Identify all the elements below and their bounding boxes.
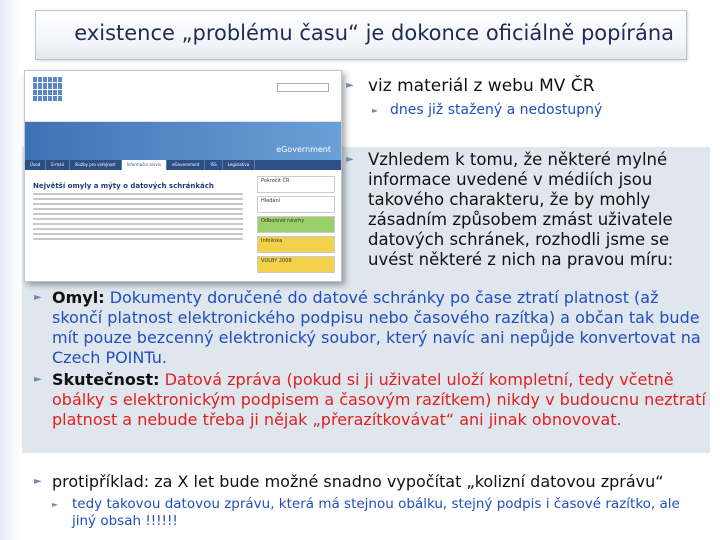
ss-text-line — [33, 203, 243, 205]
ss-side-box: VOLBY 2009 — [257, 256, 335, 273]
title-bar — [35, 10, 687, 60]
ministry-logo — [33, 77, 69, 101]
ss-sidebar — [257, 176, 335, 276]
bullet-arrow-icon: ► — [52, 500, 59, 509]
ss-nav-item: Služby pro veřejnost — [70, 160, 122, 170]
ss-search-box — [277, 83, 329, 92]
ss-nav-item-active: Informační servis — [122, 160, 167, 170]
ss-banner-text: eGovernment — [276, 145, 331, 154]
bullet-arrow-icon: ► — [372, 106, 379, 115]
ss-nav-item: E-mail — [46, 160, 70, 170]
bullet-1: viz materiál z webu MV ČR — [368, 76, 595, 96]
ss-text-line — [33, 218, 243, 220]
bullet-protipriklad: protipříklad: za X let bude možné snadno vypočítat „kolizní datovou zprávu“ — [52, 472, 664, 491]
ss-text-line — [33, 208, 243, 210]
ss-text-line — [33, 233, 243, 235]
ss-nav — [25, 160, 341, 170]
bullet-arrow-icon: ► — [34, 374, 42, 385]
ss-side-box: Pokročit ČR — [257, 176, 335, 193]
ss-side-box: Infolinka — [257, 236, 335, 253]
bullet-arrow-icon: ► — [34, 292, 42, 303]
left-gradient — [0, 0, 22, 540]
bullet-skutecnost — [52, 370, 707, 430]
bullet-2: Vzhledem k tomu, že některé mylné informace uvedené v médiích jsou takového charakteru, že by mohly zásadním způsobem zmást uživatele datových schránek, rozhodli jsme se uvést některé z nich na pravou míru: — [368, 150, 674, 269]
ss-text-line — [33, 213, 243, 215]
omyl-label: Omyl: — [52, 288, 105, 307]
ss-header — [25, 71, 341, 122]
ss-body — [25, 170, 341, 264]
ss-text-line — [33, 238, 243, 240]
bullet-arrow-icon: ► — [346, 80, 354, 91]
ss-nav-item: Legislativa — [223, 160, 255, 170]
skutecnost-label: Skutečnost: — [52, 370, 160, 389]
ss-text-line — [33, 223, 243, 225]
ss-nav-item: eGovernment — [167, 160, 205, 170]
ss-text-line — [33, 228, 243, 230]
ss-nav-item: Úvod — [25, 160, 46, 170]
omyl-text: Dokumenty doručené do datové schránky po čase ztratí platnost (až skončí platnost elektronického podpisu nebo časového razítka) a občan tak bude mít pouze bezcenný elektronický soubor, který navíc ani nepůjde konvertovat na Czech POINTu. — [52, 288, 701, 367]
skutecnost-text: Datová zpráva (pokud si ji uživatel uloží kompletní, tedy včetně obálky s elektronickým podpisem a časovým razítkem) nikdy v budoucnu neztratí platnost a nebude třeba ji nějak „přerazítkovávat“ ani jinak obnovovat. — [52, 370, 706, 429]
ss-article-heading: Největší omyly a mýty o datových schránkách — [33, 182, 214, 190]
ss-text-line — [33, 198, 243, 200]
bullet-arrow-icon: ► — [346, 154, 354, 165]
ss-banner — [25, 122, 341, 160]
bullet-protipriklad-sub: tedy takovou datovou zprávu, která má stejnou obálku, stejný podpis i časové razítko, ale jiný obsah !!!!!! — [72, 496, 680, 529]
ss-text-line — [33, 193, 243, 195]
bullet-1-sub: dnes již stažený a nedostupný — [390, 102, 603, 118]
ss-side-box: Hledání — [257, 196, 335, 213]
bullet-arrow-icon: ► — [34, 476, 42, 487]
bullet-omyl — [52, 288, 707, 368]
mv-website-screenshot — [24, 70, 342, 282]
ss-side-box: Odborové návrhy — [257, 216, 335, 233]
ss-nav-item: ISS — [205, 160, 222, 170]
slide-title: existence „problému času“ je dokonce oficiálně popírána — [74, 21, 674, 45]
